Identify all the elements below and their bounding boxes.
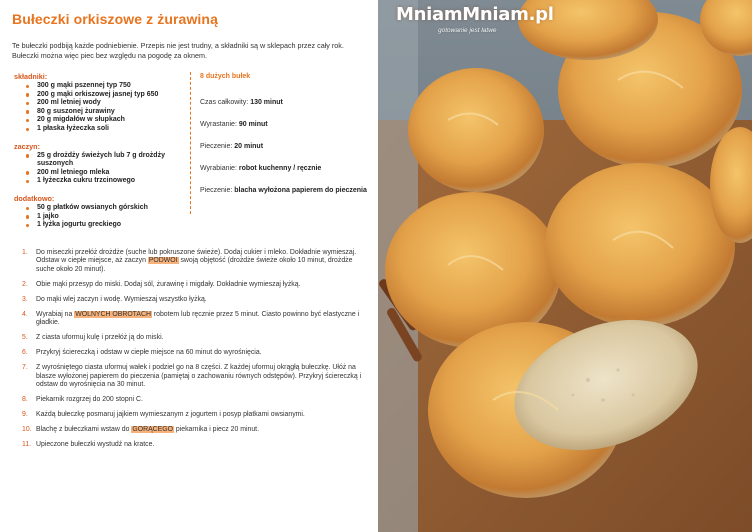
- info-label: Czas całkowity:: [200, 99, 251, 106]
- step-number: 1.: [22, 249, 28, 256]
- step-number: 3.: [22, 295, 28, 303]
- step-item: 10. Blachę z bułeczkami wstaw do GORĄCEGO piekarnika i piecz 20 minut.: [22, 426, 259, 434]
- step-item: 7. Z wyrośniętego ciasta uformuj wałek i podziel go na 8 części. Z każdej uformuj okrągłą bułeczkę. Ułóż na blasze wyłożonej papierem do pieczenia (pamiętaj o zachowaniu równych odstępów). Przykryj ściereczką i odstaw do wyrośnięcia na 30 minut.: [22, 364, 362, 389]
- column-divider: [190, 72, 191, 214]
- step-item: 2. Obie mąki przesyp do miski. Dodaj sól, żurawinę i migdały. Dokładnie wymieszaj łyżką.: [22, 280, 301, 288]
- step-number: 5.: [22, 334, 28, 342]
- info-label: Pieczenie:: [200, 143, 235, 150]
- bread-rolls-photo: [378, 0, 752, 532]
- info-row: [200, 164, 370, 173]
- step-item: 4. Wyrabiaj na WOLNYCH OBROTACH robotem lub ręcznie przez 5 minut. Ciasto powinno być elastyczne i gładkie.: [22, 310, 360, 327]
- step-number: 6.: [22, 349, 28, 357]
- ingredient-item: 200 ml letniego mleka: [26, 169, 192, 178]
- step-item: 8. Piekarnik rozgrzej do 200 stopni C.: [22, 396, 143, 404]
- step-number: 8.: [22, 396, 28, 404]
- ingredient-item: 1 płaska łyżeczka soli: [26, 125, 192, 134]
- info-value: 20 minut: [234, 143, 264, 150]
- preparation-steps: [12, 249, 362, 456]
- step-number: 11.: [22, 441, 32, 449]
- step-number: 2.: [22, 280, 28, 288]
- step-highlight: PODWOI: [148, 257, 178, 265]
- info-row: [200, 142, 370, 151]
- step-number: 9.: [22, 411, 28, 419]
- ingredient-list: [12, 152, 192, 186]
- ingredient-item: 1 jajko: [26, 213, 192, 222]
- step-item: 3. Do mąki wlej zaczyn i wodę. Wymieszaj wszystko łyżką.: [22, 295, 207, 303]
- ingredient-section-label: dodatkowo:: [14, 193, 55, 203]
- recipe-yield: 8 dużych bułek: [200, 73, 251, 80]
- step-highlight: GORĄCEGO: [132, 426, 173, 434]
- step-number: 4.: [22, 310, 28, 318]
- ingredient-item: 50 g płatków owsianych górskich: [26, 204, 192, 213]
- ingredients-block: [12, 72, 192, 234]
- recipe-title: Bułeczki orkiszowe z żurawiną: [12, 11, 218, 27]
- info-label: Pieczenie:: [200, 187, 235, 194]
- info-row: [200, 186, 370, 195]
- ingredient-item: 25 g drożdży świeżych lub 7 g drożdży suszonych: [26, 152, 192, 169]
- step-item: 5. Z ciasta uformuj kulę i przełóż ją do miski.: [22, 334, 164, 342]
- step-item: 9. Każdą bułeczkę posmaruj jajkiem wymieszanym z jogurtem i posyp płatkami owsianymi.: [22, 411, 305, 419]
- ingredient-section-label: składniki:: [14, 72, 48, 81]
- site-tagline: gotowanie jest łatwe: [438, 27, 497, 34]
- info-row: [200, 98, 370, 107]
- ingredient-section-label: zaczyn:: [14, 141, 40, 151]
- step-highlight: WOLNYCH OBROTACH: [75, 310, 151, 318]
- info-value: blacha wyłożona papierem do pieczenia: [234, 187, 367, 194]
- info-value: 130 minut: [250, 99, 283, 106]
- ingredient-list: [12, 204, 192, 230]
- ingredient-item: 200 g mąki orkiszowej jasnej typ 650: [26, 91, 192, 100]
- ingredient-item: 80 g suszonej żurawiny: [26, 108, 192, 117]
- ingredient-item: 20 g migdałów w słupkach: [26, 116, 192, 125]
- ingredient-item: 200 ml letniej wody: [26, 99, 192, 108]
- step-item: 6. Przykryj ściereczką i odstaw w ciepłe miejsce na 60 minut do wyrośnięcia.: [22, 349, 262, 357]
- step-item: 11. Upieczone bułeczki wystudź na kratce.: [22, 441, 155, 449]
- step-number: 7.: [22, 364, 28, 372]
- site-logo: MniamMniam.pl: [396, 4, 554, 25]
- step-number: 10.: [22, 426, 32, 434]
- recipe-info: [200, 72, 370, 208]
- ingredient-item: 300 g mąki pszennej typ 750: [26, 82, 192, 91]
- ingredient-item: 1 łyżeczka cukru trzcinowego: [26, 177, 192, 186]
- info-value: 90 minut: [238, 121, 268, 128]
- info-label: Wyrabianie:: [200, 165, 239, 172]
- step-item: 1. Do miseczki przełóż drożdże (suche lub pokruszone świeże). Dodaj cukier i mleko. Dokładnie wymieszaj. Odstaw w ciepłe miejsce, aż zaczyn PODWOI swoją objętość (drożdże świeże około 10 minut, drożdże suche około 20 minut).: [22, 249, 357, 273]
- ingredient-item: 1 łyżka jogurtu greckiego: [26, 221, 192, 230]
- recipe-intro: Te bułeczki podbiją każde podniebienie. Przepis nie jest trudny, a składniki są w sklepach przez cały rok. Bułeczki można więc piec bez względu na pogodę za oknem.: [12, 41, 344, 60]
- info-value: robot kuchenny / ręcznie: [238, 165, 322, 172]
- ingredient-list: [12, 82, 192, 134]
- photo-column: [378, 0, 752, 532]
- info-row: [200, 120, 370, 129]
- info-label: Wyrastanie:: [200, 121, 239, 128]
